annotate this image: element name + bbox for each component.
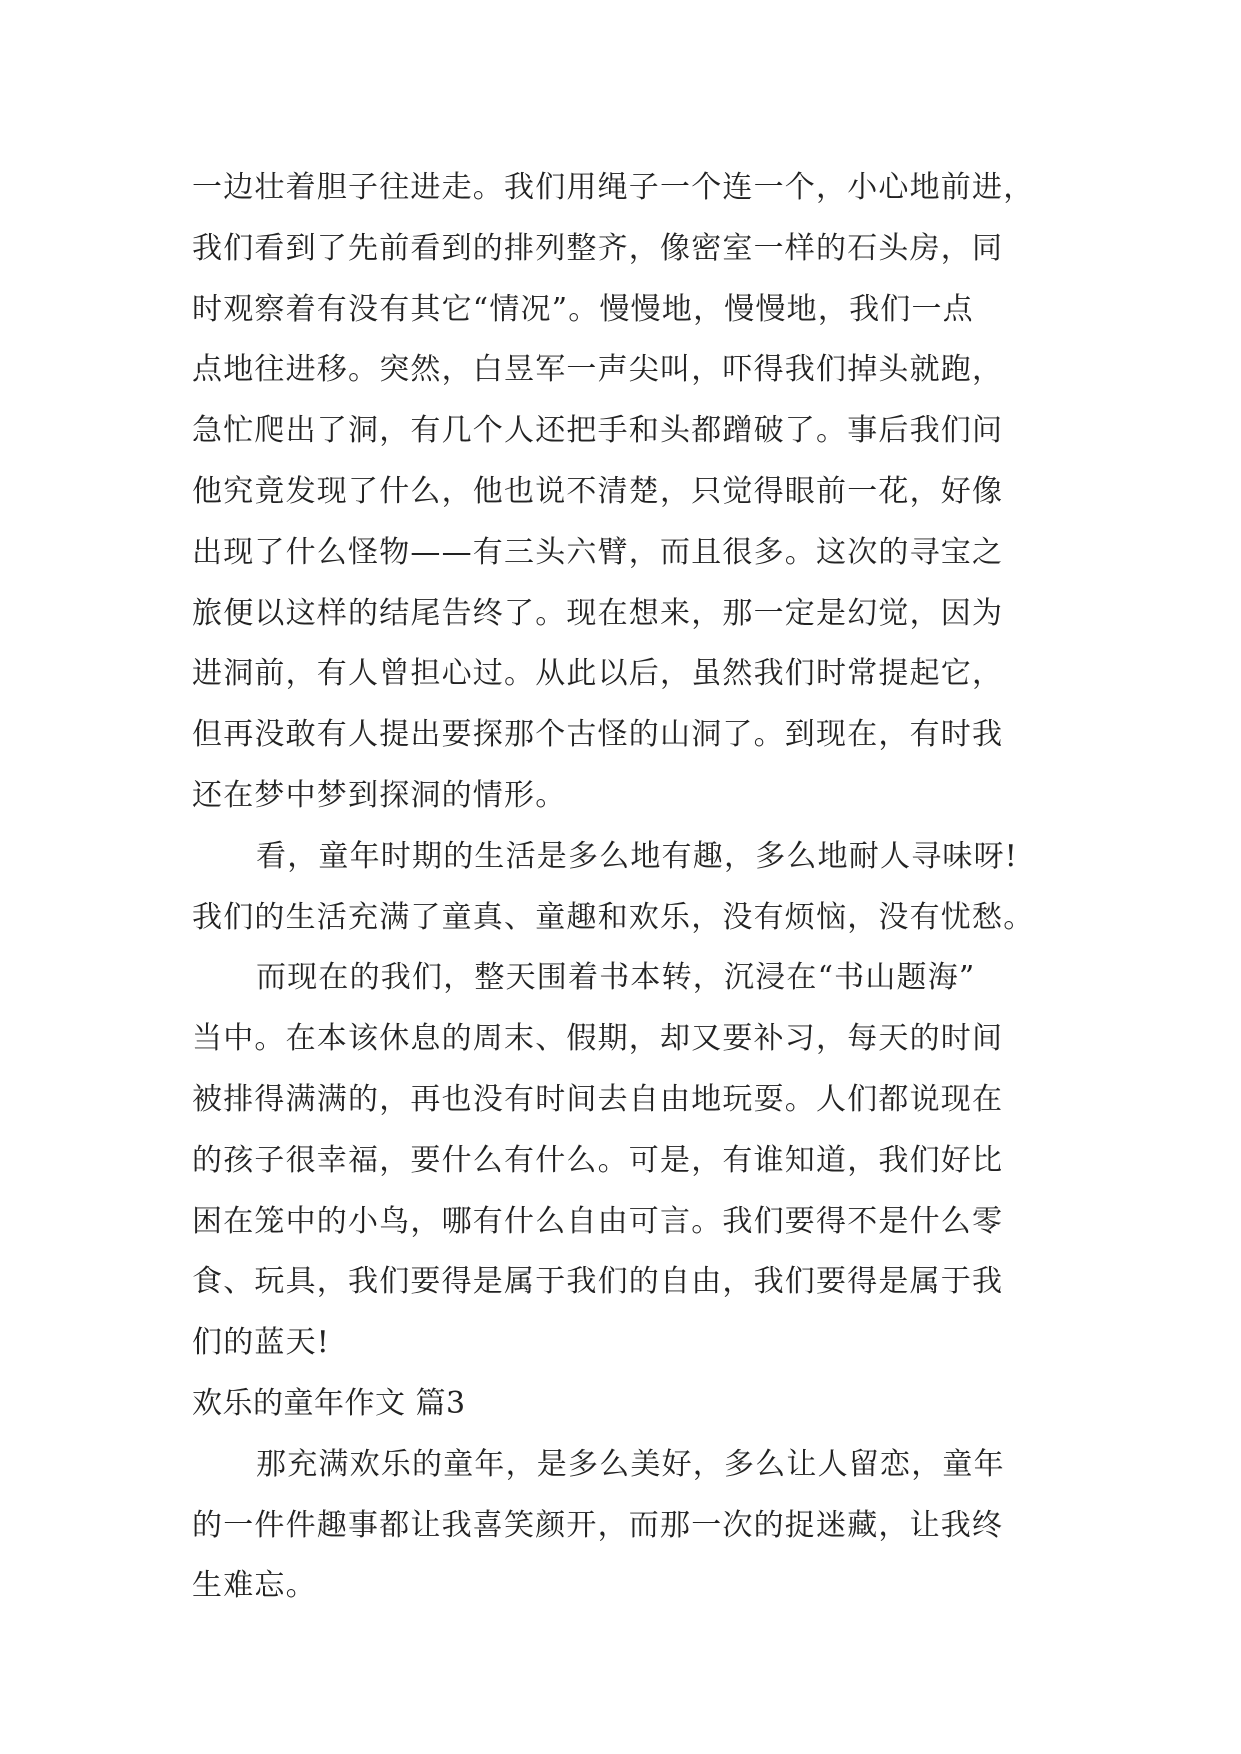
- text-line: 被排得满满的，再也没有时间去自由地玩耍。人们都说现在: [192, 1081, 1004, 1117]
- paragraph-3: [192, 948, 1052, 1374]
- text-line: 生难忘。: [192, 1568, 317, 1604]
- text-line: 看，童年时期的生活是多么地有趣，多么地耐人寻味呀!: [256, 838, 1019, 874]
- text-line: 但再没敢有人提出要探那个古怪的山洞了。到现在，有时我: [192, 717, 1004, 753]
- section-heading: 欢乐的童年作文 篇3: [192, 1385, 466, 1421]
- paragraph-2: [192, 827, 1052, 949]
- text-line: 的一件件趣事都让我喜笑颜开，而那一次的捉迷藏，让我终: [192, 1507, 1004, 1543]
- text-line: 时观察着有没有其它“情况”。慢慢地，慢慢地，我们一点: [192, 291, 974, 327]
- text-line: 们的蓝天!: [192, 1325, 331, 1361]
- text-line: 他究竟发现了什么，他也说不清楚，只觉得眼前一花，好像: [192, 473, 1004, 509]
- text-line: 出现了什么怪物——有三头六臂，而且很多。这次的寻宝之: [192, 534, 1004, 570]
- text-line: 点地往进移。突然，白昱军一声尖叫，吓得我们掉头就跑，: [192, 352, 1004, 388]
- text-line: 当中。在本该休息的周末、假期，却又要补习，每天的时间: [192, 1021, 1004, 1057]
- text-line: 困在笼中的小鸟，哪有什么自由可言。我们要得不是什么零: [192, 1203, 1004, 1239]
- text-line: 而现在的我们，整天围着书本转，沉浸在“书山题海”: [256, 960, 976, 996]
- document-body: [192, 158, 1052, 1617]
- text-line: 急忙爬出了洞，有几个人还把手和头都蹭破了。事后我们问: [192, 413, 1004, 449]
- text-line: 旅便以这样的结尾告终了。现在想来，那一定是幻觉，因为: [192, 595, 1004, 631]
- text-line: 进洞前，有人曾担心过。从此以后，虽然我们时常提起它，: [192, 656, 1004, 692]
- text-line: 还在梦中梦到探洞的情形。: [192, 777, 567, 813]
- paragraph-1: [192, 158, 1052, 827]
- text-line: 食、玩具，我们要得是属于我们的自由，我们要得是属于我: [192, 1264, 1004, 1300]
- paragraph-4: [192, 1435, 1052, 1617]
- text-line: 那充满欢乐的童年，是多么美好，多么让人留恋，童年: [256, 1446, 1005, 1482]
- text-line: 一边壮着胆子往进走。我们用绳子一个连一个，小心地前进，: [192, 170, 1035, 205]
- text-line: 我们的生活充满了童真、童趣和欢乐，没有烦恼，没有忧愁。: [192, 899, 1035, 935]
- text-line: 的孩子很幸福，要什么有什么。可是，有谁知道，我们好比: [192, 1142, 1004, 1178]
- text-line: 我们看到了先前看到的排列整齐，像密室一样的石头房，同: [192, 230, 1004, 266]
